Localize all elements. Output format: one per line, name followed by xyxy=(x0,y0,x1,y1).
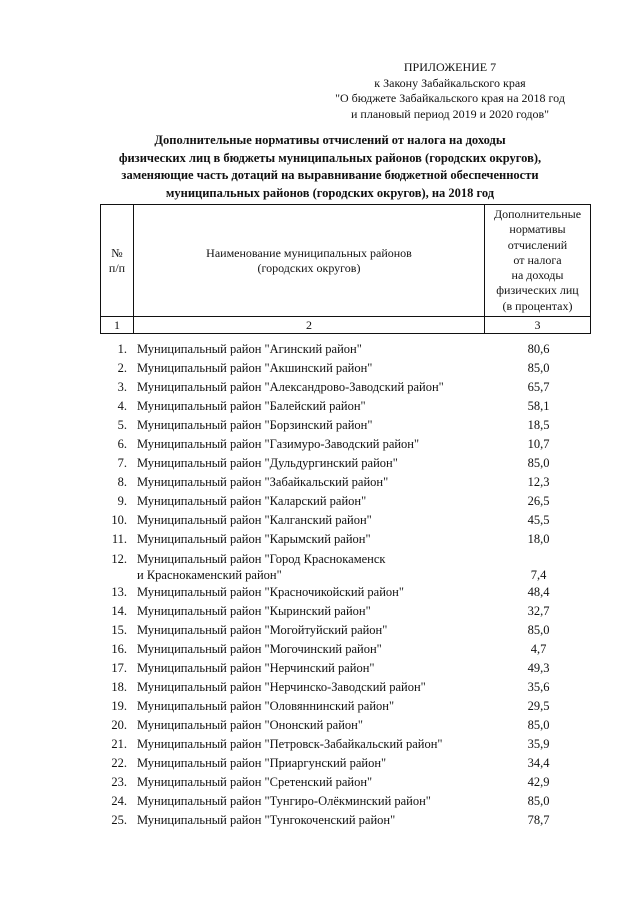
percent-value: 32,7 xyxy=(527,604,550,618)
row-number: 22. xyxy=(111,756,127,770)
table-row xyxy=(100,640,591,659)
row-number: 13. xyxy=(111,585,127,599)
title-line: Дополнительные нормативы отчислений от налога на доходы xyxy=(154,133,506,147)
district-name-line1: Муниципальный район "Город Краснокаменск xyxy=(137,552,386,566)
percent-value: 4,7 xyxy=(530,642,547,656)
table-row xyxy=(100,530,591,549)
row-number: 7. xyxy=(117,456,127,470)
percent-value: 18,0 xyxy=(527,532,550,546)
document-title xyxy=(100,132,560,202)
table-row xyxy=(100,435,591,454)
row-number: 14. xyxy=(111,604,127,618)
header-number-line2: п/п xyxy=(108,260,126,275)
percent-value: 45,5 xyxy=(527,513,550,527)
row-number: 21. xyxy=(111,737,127,751)
district-name: Муниципальный район "Акшинский район" xyxy=(137,361,373,375)
table-row xyxy=(100,583,591,602)
row-number: 20. xyxy=(111,718,127,732)
row-number: 4. xyxy=(117,399,127,413)
district-name: Муниципальный район "Сретенский район" xyxy=(137,775,373,789)
percent-value: 85,0 xyxy=(527,623,550,637)
row-number: 25. xyxy=(111,813,127,827)
table-row xyxy=(100,716,591,735)
row-number: 18. xyxy=(111,680,127,694)
row-number: 12. xyxy=(111,552,127,566)
district-name: Муниципальный район "Тунгиро-Олёкминский район" xyxy=(137,794,431,808)
row-number: 24. xyxy=(111,794,127,808)
row-number: 16. xyxy=(111,642,127,656)
percent-value: 10,7 xyxy=(527,437,550,451)
district-name: Муниципальный район "Могочинский район" xyxy=(137,642,382,656)
district-name-line2: и Краснокаменский район" xyxy=(137,568,282,582)
district-name: Муниципальный район "Нерчинско-Заводский район" xyxy=(137,680,426,694)
district-name: Муниципальный район "Кыринский район" xyxy=(137,604,371,618)
district-name: Муниципальный район "Ононский район" xyxy=(137,718,363,732)
table-row xyxy=(100,792,591,811)
district-name: Муниципальный район "Александрово-Заводский район" xyxy=(137,380,444,394)
row-number: 23. xyxy=(111,775,127,789)
district-name: Муниципальный район "Балейский район" xyxy=(137,399,366,413)
header-percent-cell xyxy=(485,205,591,317)
table-row xyxy=(100,811,591,830)
table-row xyxy=(100,416,591,435)
row-number: 11. xyxy=(111,532,127,546)
district-name: Муниципальный район "Забайкальский район" xyxy=(137,475,389,489)
column-number-cell: 3 xyxy=(485,317,591,334)
row-number: 8. xyxy=(117,475,127,489)
district-name: Муниципальный район "Петровск-Забайкальский район" xyxy=(137,737,443,751)
column-number-cell: 1 xyxy=(101,317,134,334)
table-row xyxy=(100,397,591,416)
percent-value: 85,0 xyxy=(527,794,550,808)
title-line: заменяющие часть дотаций на выравнивание бюджетной обеспеченности xyxy=(121,168,539,182)
row-number: 19. xyxy=(111,699,127,713)
district-name: Муниципальный район "Могойтуйский район" xyxy=(137,623,388,637)
row-number: 3. xyxy=(117,380,127,394)
district-name: Муниципальный район "Тунгокоченский район" xyxy=(137,813,396,827)
percent-value: 29,5 xyxy=(527,699,550,713)
district-name: Муниципальный район "Нерчинский район" xyxy=(137,661,375,675)
table-row xyxy=(100,773,591,792)
row-number: 17. xyxy=(111,661,127,675)
appendix-line: ПРИЛОЖЕНИЕ 7 xyxy=(403,60,497,74)
header-row xyxy=(101,205,591,317)
row-number: 10. xyxy=(111,513,127,527)
percent-value: 65,7 xyxy=(527,380,550,394)
table-row xyxy=(100,359,591,378)
percent-value: 18,5 xyxy=(527,418,550,432)
percent-value: 26,5 xyxy=(527,494,550,508)
table-header xyxy=(100,204,591,334)
percent-value: 7,4 xyxy=(530,568,547,582)
row-number: 9. xyxy=(117,494,127,508)
header-percent-line: Дополнительные xyxy=(493,207,582,221)
header-number-line1: № xyxy=(111,245,123,260)
row-number: 5. xyxy=(117,418,127,432)
table-row xyxy=(100,473,591,492)
percent-value: 49,3 xyxy=(527,661,550,675)
appendix-header xyxy=(300,60,600,122)
table-row xyxy=(100,678,591,697)
column-number-cell: 2 xyxy=(134,317,485,334)
row-number: 1. xyxy=(117,342,127,356)
header-percent-line: отчислений xyxy=(507,237,568,252)
row-number: 2. xyxy=(117,361,127,375)
table-row xyxy=(100,697,591,716)
table-row xyxy=(100,754,591,773)
header-name-line2: (городских округов) xyxy=(257,260,361,275)
table-row xyxy=(100,659,591,678)
percent-value: 12,3 xyxy=(527,475,550,489)
district-name: Муниципальный район "Оловяннинский район" xyxy=(137,699,395,713)
percent-value: 78,7 xyxy=(527,813,550,827)
district-name: Муниципальный район "Каларский район" xyxy=(137,494,367,508)
title-line: муниципальных районов (городских округов), на 2018 год xyxy=(165,185,495,200)
appendix-line: к Закону Забайкальского края xyxy=(374,75,526,90)
district-name: Муниципальный район "Газимуро-Заводский район" xyxy=(137,437,420,451)
table-row xyxy=(100,511,591,530)
table-row xyxy=(100,735,591,754)
percent-value: 42,9 xyxy=(527,775,550,789)
district-name: Муниципальный район "Борзинский район" xyxy=(137,418,373,432)
table-row xyxy=(100,602,591,621)
percent-value: 34,4 xyxy=(527,756,550,770)
header-number-cell xyxy=(101,205,134,317)
table-body xyxy=(100,340,591,830)
table-row xyxy=(100,492,591,511)
table-row xyxy=(100,621,591,640)
table-row xyxy=(100,340,591,359)
appendix-line: "О бюджете Забайкальского края на 2018 год xyxy=(335,91,565,105)
percent-value: 85,0 xyxy=(527,456,550,470)
percent-value: 35,6 xyxy=(527,680,550,694)
header-percent-line: нормативы xyxy=(509,222,566,237)
district-name: Муниципальный район "Агинский район" xyxy=(137,342,362,356)
appendix-line: и плановый период 2019 и 2020 годов" xyxy=(350,106,550,121)
percent-value: 85,0 xyxy=(527,718,550,732)
header-percent-line: (в процентах) xyxy=(502,298,573,313)
column-number-row xyxy=(101,317,591,334)
percent-value: 80,6 xyxy=(527,342,550,356)
header-percent-line: от налога xyxy=(513,252,562,267)
title-line: физических лиц в бюджеты муниципальных районов (городских округов), xyxy=(118,150,542,165)
percent-value: 85,0 xyxy=(527,361,550,375)
header-percent-line: физических лиц xyxy=(496,283,579,298)
header-percent-line: на доходы xyxy=(511,268,564,283)
table-row xyxy=(100,549,591,583)
district-name xyxy=(137,551,497,583)
district-name: Муниципальный район "Карымский район" xyxy=(137,532,371,546)
row-number: 15. xyxy=(111,623,127,637)
district-name: Муниципальный район "Калганский район" xyxy=(137,513,372,527)
table-row xyxy=(100,378,591,397)
district-name: Муниципальный район "Дульдургинский район" xyxy=(137,456,398,470)
percent-value: 58,1 xyxy=(527,399,550,413)
header-name-line1: Наименование муниципальных районов xyxy=(206,245,412,260)
header-name-cell xyxy=(134,205,485,317)
percent-value: 35,9 xyxy=(527,737,550,751)
row-number: 6. xyxy=(117,437,127,451)
percent-value: 48,4 xyxy=(527,585,550,599)
table-row xyxy=(100,454,591,473)
district-name: Муниципальный район "Красночикойский район" xyxy=(137,585,404,599)
district-name: Муниципальный район "Приаргунский район" xyxy=(137,756,387,770)
